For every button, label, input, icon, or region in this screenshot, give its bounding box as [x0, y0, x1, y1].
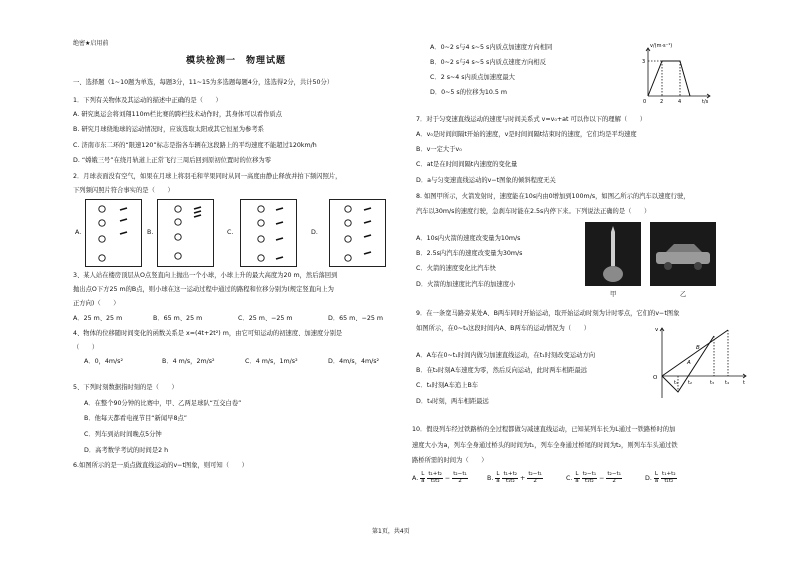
q2-photo-d — [329, 199, 386, 267]
q8-line1: 8. 如图甲所示，火箭发射时，速度能在10s内由0增加到100m/s，如图乙所示的汽车以速度行驶， — [416, 193, 690, 200]
q10-option-b-label: B. — [487, 475, 494, 483]
q10-line3: 路桥所需的时间为（ ） — [412, 457, 488, 464]
q8-caption-jia: 甲 — [610, 291, 617, 298]
q9-graph-t3: t₃ — [710, 380, 714, 386]
fraction: $\frac{L}{a}$ — [496, 471, 500, 484]
q9-option-d: D．t₄时刻，两车相距最远 — [416, 398, 489, 405]
q8-option-b: B．2.5s内汽车的速度改变量为30m/s — [416, 250, 523, 257]
q9-vt-graph — [650, 322, 750, 400]
q10-option-c-label: C. — [566, 475, 573, 483]
fraction: $\frac{\text{t₂−t₁}}{2}$ — [607, 471, 621, 484]
q9-graph-v: v — [655, 327, 659, 333]
q2-label-a: A. — [75, 229, 82, 236]
q3-option-d: D．65 m、−25 m — [328, 315, 384, 322]
q7-option-c: C．at是在时间间隔t内速度的变化量 — [416, 161, 518, 168]
q10-option-c: C. $\frac{L}{a}$ $\frac{\text{t₂−t₁}}{\text{t₁t₂}}$ − $\frac{\text{t₂−t₁}}{2}$ — [566, 471, 621, 484]
q2-photo-b — [157, 199, 214, 267]
q3-option-c: C．25 m、−25 m — [238, 315, 293, 322]
fraction: $\frac{\text{t₁+t₂}}{\text{t₁t₂}}$ — [662, 471, 676, 484]
car-icon — [650, 222, 716, 286]
q2-label-c: C. — [227, 229, 234, 236]
q9-line2: 如图所示，在0~t₄这段时间内A、B两车的运动情况为（ ） — [416, 325, 591, 332]
q3-option-a: A．25 m、25 m — [73, 315, 123, 322]
fraction: $\frac{\text{t₁+t₂}}{\text{t₁t₂}}$ — [503, 471, 518, 484]
apple-feather-icon — [330, 200, 385, 266]
q9-graph-t1: t₁ — [674, 380, 678, 386]
q10-option-a: A. $\frac{L}{a}$ $\frac{\text{t₁+t₂}}{\text{t₁t₂}}$ − $\frac{\text{t₂−t₁}}{2}$ — [412, 471, 467, 484]
fraction: $\frac{L}{a}$ — [421, 471, 425, 484]
q4-option-d: D．4m/s，4m/s² — [328, 358, 380, 365]
q8-option-c: C．火箭的速度变化比汽车快 — [416, 265, 496, 272]
q6-graph-ylabel: v/(m·s⁻¹) — [650, 43, 673, 49]
q9-option-a: A．A车在0~t₁时间内做匀加速直线运动，在t₁时刻改变运动方向 — [416, 352, 596, 359]
q3-option-b: B．65 m、25 m — [153, 315, 203, 322]
section-heading: 一、选择题（1~10题为单选，每题3分，11~15为多选题每题4分，选选得2分，共计50分） — [73, 79, 334, 86]
q2-stem-line2: 下列频闪照片符合事实的是（ ） — [73, 187, 174, 194]
q10-option-d-label: D. — [645, 475, 652, 483]
q9-graph-a-label: A — [687, 360, 691, 366]
q1-option-d: D. “嫦娥三号”在绕月轨道上正常飞行三周后回到原初位置时的位移为零 — [73, 157, 271, 164]
q4-line1: 4、物体的位移随时间变化的函数关系是 x=(4t+2t²) m，由它可知运动的初速度、加速度分别是 — [73, 330, 343, 337]
q9-graph-origin: O — [653, 375, 658, 381]
q6-option-d: D．0~5 s的位移为10.5 m — [430, 89, 508, 96]
q7-option-b: B．v一定大于v₀ — [416, 146, 462, 153]
apple-feather-icon — [86, 200, 141, 266]
q1-stem: 1．下列有关物体及其运动的描述中正确的是（ ） — [73, 97, 222, 104]
q6-graph-origin: 0 — [643, 99, 647, 105]
q5-option-d: D．高考数学考试的时间是2 h — [84, 447, 169, 454]
q6-stem: 6.如图所示的是一质点做直线运动的v−t图象，则可知（ ） — [73, 462, 248, 469]
q10-option-d — [645, 472, 677, 484]
q9-line1: 9．在一条宽马路旁某处A、B两车同时开始运动，取开始运动时刻为计时零点，它们的v−t图象 — [416, 310, 680, 317]
secret-label: 绝密★启用前 — [73, 40, 109, 47]
q6-option-a: A．0~2 s与4 s~5 s内质点加速度方向相同 — [430, 44, 553, 51]
q8-option-d: D．火箭的加速度比汽车的加速度小 — [416, 281, 516, 288]
q6-graph-y3: 3 — [642, 59, 646, 65]
fraction: $\frac{\text{t₂−t₁}}{\text{t₁t₂}}$ — [582, 471, 597, 484]
q6-vt-graph — [636, 40, 716, 108]
apple-feather-icon — [158, 200, 213, 266]
fraction: $\frac{\text{t₁+t₂}}{\text{t₁t₂}}$ — [428, 471, 442, 484]
q1-option-b: B. 研究月球绕地球的运动情况时，应该选取太阳或其它恒星为参考系 — [73, 126, 264, 133]
q10-option-b: B. $\frac{L}{a}$ $\frac{\text{t₁+t₂}}{\text{t₁t₂}}$ + $\frac{\text{t₂−t₁}}{2}$ — [487, 471, 542, 484]
q2-photo-c — [240, 199, 297, 267]
car-photo — [650, 222, 716, 286]
q8-line2: 汽车以30m/s的速度行驶，急刹车时能在2.5s内停下来。下列说法正确的是（ ） — [416, 208, 651, 215]
q8-caption-yi: 乙 — [680, 291, 687, 298]
q7-option-d: D．a与匀变速直线运动的v−t图象的倾斜程度无关 — [416, 177, 556, 184]
q8-option-a: A．10s内火箭的速度改变量为10m/s — [416, 235, 521, 242]
q7-stem: 7．对于匀变速直线运动的速度与时间关系式 v=v₀+at 可以作以下的理解（ ） — [416, 116, 647, 123]
q5-option-c: C．列车到站时间晚点5分钟 — [84, 431, 162, 438]
q5-stem: 5、下列时刻数据指时刻的是（ ） — [73, 384, 178, 391]
q9-graph-t4: t₄ — [725, 380, 729, 386]
rocket-icon — [585, 222, 641, 286]
q6-option-b: B．0~2 s与4 s~5 s内质点速度方向相反 — [430, 59, 547, 66]
apple-feather-icon — [241, 200, 296, 266]
q6-option-c: C．2 s~4 s内质点加速度最大 — [430, 74, 515, 81]
q2-label-b: B. — [147, 229, 154, 236]
page-number: 第1页，共4页 — [372, 528, 410, 535]
q3-line2: 抛出点O下方25 m的B点，则小球在这一运动过程中通过的路程和位移分别为(规定竖直向上为 — [73, 286, 334, 293]
page-title: 模块检测一 物理试题 — [186, 56, 287, 66]
fraction: $\frac{\text{t₂−t₁}}{2}$ — [453, 471, 467, 484]
q4-option-c: C．4 m/s，1m/s² — [245, 358, 298, 365]
q2-photo-a — [85, 199, 142, 267]
q2-label-d: D. — [311, 229, 318, 236]
q9-option-c: C．t₄时刻A车追上B车 — [416, 382, 479, 389]
fraction: $\frac{L}{a}$ — [654, 471, 659, 484]
q5-option-b: B．他每天都看电视节目“新闻早8点” — [84, 415, 188, 422]
q1-option-a: A. 研究奥运会将刘翔110m栏比赛的跨栏技术动作时，其身体可以看作质点 — [73, 111, 282, 118]
q4-line2: （ ） — [73, 344, 99, 351]
q3-line3: 正方向)（ ） — [73, 300, 120, 307]
q9-graph-t2: t₂ — [688, 380, 692, 386]
fraction: $\frac{\text{t₂−t₁}}{2}$ — [528, 471, 542, 484]
q9-graph-b-label: B — [696, 345, 700, 351]
fraction: $\frac{L}{a}$ — [575, 471, 579, 484]
q9-graph-t: t — [743, 380, 745, 386]
q6-graph-tlabel: t/s — [702, 99, 709, 105]
q10-line2: 速度大小为a，列车全身通过桥头的时间为t₁，列车全身通过桥尾的时间为t₂，则列车车头通过铁 — [412, 442, 678, 449]
q3-line1: 3、某人站在楼房顶层从O点竖直向上抛出一个小球，小球上升的最大高度为20 m，然后落回到 — [73, 272, 338, 279]
q6-graph-x2: 2 — [660, 99, 664, 105]
q2-stem-line1: 2．月球表面没有空气，如果在月球上将羽毛和苹果同时从同一高度由静止释放并拍下频闪照片， — [73, 173, 342, 180]
q10-option-a-label: A. — [412, 475, 419, 483]
q4-option-b: B．4 m/s，2m/s² — [162, 358, 215, 365]
q10-line1: 10．假设列车经过铁路桥的全过程都做匀减速直线运动，已知某列车长为L通过一铁路桥时的加 — [412, 426, 676, 433]
q7-option-a: A．v₀是时间间隔t开始的速度，v是时间间隔t结束时的速度，它们均是平均速度 — [416, 131, 637, 138]
rocket-photo — [585, 222, 641, 286]
q4-option-a: A．0，4m/s² — [84, 358, 123, 365]
q6-graph-x4: 4 — [678, 99, 682, 105]
q9-option-b: B．在t₂时刻A车速度为零，然后反向运动，此时两车相距最远 — [416, 367, 588, 374]
q5-option-a: A．在整个90分钟的比赛中，甲、乙两足球队“互交白卷” — [84, 400, 242, 407]
q1-option-c: C. 济南市东二环的“限速120”标志是指各车辆在这段路上的平均速度不能超过120km/h — [73, 142, 317, 149]
